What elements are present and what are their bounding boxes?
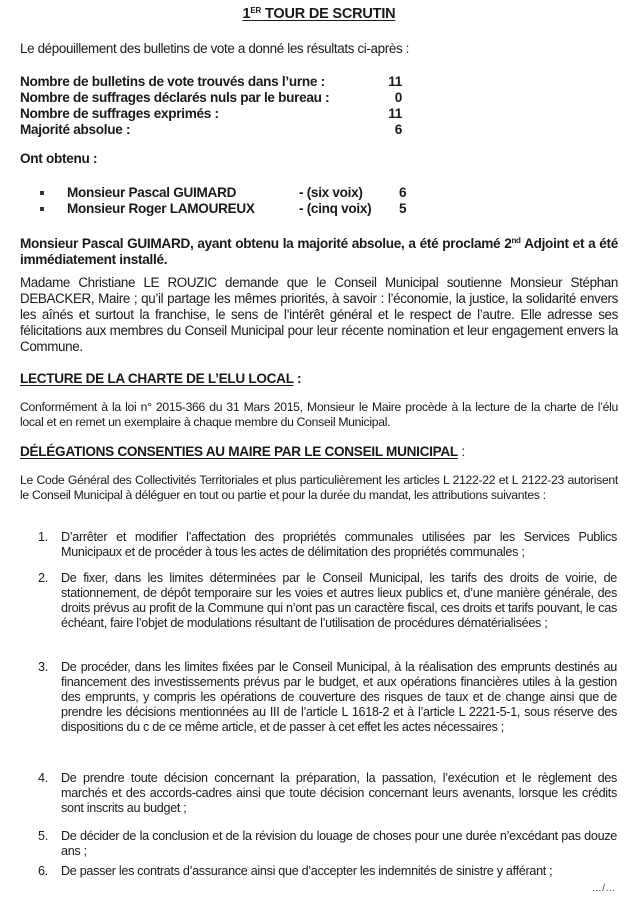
list-item-number: 1. xyxy=(38,530,48,544)
result-value: 6 xyxy=(394,122,402,137)
list-item-text: De fixer, dans les limites déterminées par le Conseil Municipal, les tarifs des droits de voirie, de stationnement, de dépôt temporaire sur les voies et autres lieux publics et, d’une manière générale, des droits prévus au profit de la Commune qui n’ont pas un caractère fiscal, ces droits et tarifs pouvant, le cas échéant, faire l’objet de modulations résultant de l’utilisation de procédures dématérialisées ; xyxy=(61,571,617,630)
result-value: 0 xyxy=(394,90,402,105)
candidate-votes-words: - (six voix) xyxy=(299,185,363,200)
list-item-text: De procéder, dans les limites fixées par le Conseil Municipal, à la réalisation des emprunts destinés au financement des investissements prévus par le budget, et aux opérations financières utiles à la gestion des emprunts, y compris les opérations de couverture des risques de taux et de change ainsi que de prendre les décisions mentionnées au III de l’article L 1618-2 et à l’article L 2221-5-1, sous réserve des dispositions du c de ce même article, et de passer à cet effet les actes nécessaires ; xyxy=(61,660,617,734)
list-item-text: De passer les contrats d’assurance ainsi que d’accepter les indemnités de sinistre y afférant ; xyxy=(61,864,553,878)
candidate-row xyxy=(40,185,440,201)
charter-heading-colon: : xyxy=(293,371,302,386)
candidate-row xyxy=(40,201,440,217)
list-item-number: 3. xyxy=(38,660,48,674)
proclamation-before: Monsieur Pascal GUIMARD, ayant obtenu la majorité absolue, a été proclamé 2 xyxy=(20,236,512,251)
bullet-icon xyxy=(40,207,44,211)
list-item-text: De décider de la conclusion et de la révision du louage de choses pour une durée n’excédant pas douze ans ; xyxy=(61,829,617,858)
candidate-name: Monsieur Roger LAMOUREUX xyxy=(67,201,255,216)
list-item-number: 6. xyxy=(38,864,48,878)
candidate-votes-words: - (cinq voix) xyxy=(299,201,372,216)
delegations-heading xyxy=(20,444,465,460)
charter-paragraph: Conformément à la loi n° 2015-366 du 31 Mars 2015, Monsieur le Maire procède à la lecture de la charte de l’élu local et en remet un exemplaire à chaque membre du Conseil Municipal. xyxy=(20,400,618,429)
continuation-mark: …/… xyxy=(591,883,616,894)
candidate-votes: 5 xyxy=(399,201,407,216)
proclamation-after: Adjoint et a été immédiatement installé. xyxy=(20,236,619,267)
list-item-number: 5. xyxy=(38,829,48,843)
title-ordinal: 1 xyxy=(242,6,251,22)
result-value: 11 xyxy=(388,106,402,121)
list-item-number: 2. xyxy=(38,571,48,585)
list-item-text: D’arrêter et modifier l’affectation des propriétés communales utilisées par les Services Publics Municipaux et de procéder à tous les actes de délimitation des propriétés communales ; xyxy=(61,530,617,559)
delegations-intro: Le Code Général des Collectivités Territoriales et plus particulièrement les articles L 2122-22 et L 2122-23 autorisent le Conseil Municipal à déléguer en tout ou partie et pour la durée du mandat, les attributions suivantes : xyxy=(20,473,618,502)
title-ordinal-suffix: ER xyxy=(250,6,262,15)
result-label: Majorité absolue : xyxy=(20,122,131,137)
obtained-label: Ont obtenu : xyxy=(20,151,98,166)
result-label: Nombre de suffrages exprimés : xyxy=(20,106,219,121)
charter-heading xyxy=(20,371,301,387)
candidate-name: Monsieur Pascal GUIMARD xyxy=(67,185,237,200)
title-text: TOUR DE SCRUTIN xyxy=(264,6,396,22)
intro-text: Le dépouillement des bulletins de vote a donné les résultats ci-après : xyxy=(20,41,410,56)
bullet-icon xyxy=(40,191,44,195)
result-label: Nombre de bulletins de vote trouvés dans l’urne : xyxy=(20,74,325,89)
page-title xyxy=(0,6,638,22)
result-label: Nombre de suffrages déclarés nuls par le bureau : xyxy=(20,90,330,105)
proclamation-sup: nd xyxy=(511,236,521,245)
proclamation-text xyxy=(20,236,618,268)
charter-heading-text: LECTURE DE LA CHARTE DE L’ELU LOCAL xyxy=(20,371,294,386)
statement-paragraph: Madame Christiane LE ROUZIC demande que le Conseil Municipal soutienne Monsieur Stéphan DEBACKER, Maire ; qu’il partage les mêmes priorités, à savoir : l’économie, la justice, la solidarité envers les aînés et surtout la franchise, le sens de l’intérêt général et le respect de l’autre. Elle adresse ses félicitations aux membres du Conseil Municipal pour leur récente nomination et leur engagement envers la Commune. xyxy=(20,275,618,354)
list-item-number: 4. xyxy=(38,771,48,785)
list-item-text: De prendre toute décision concernant la préparation, la passation, l’exécution et le règlement des marchés et des accords-cadres ainsi que toute décision concernant leurs avenants, lorsque les crédits sont inscrits au budget ; xyxy=(61,771,617,815)
result-value: 11 xyxy=(388,74,402,89)
delegations-heading-colon: : xyxy=(457,444,465,459)
delegations-heading-text: DÉLÉGATIONS CONSENTIES AU MAIRE PAR LE CONSEIL MUNICIPAL xyxy=(20,444,458,459)
candidate-votes: 6 xyxy=(399,185,407,200)
